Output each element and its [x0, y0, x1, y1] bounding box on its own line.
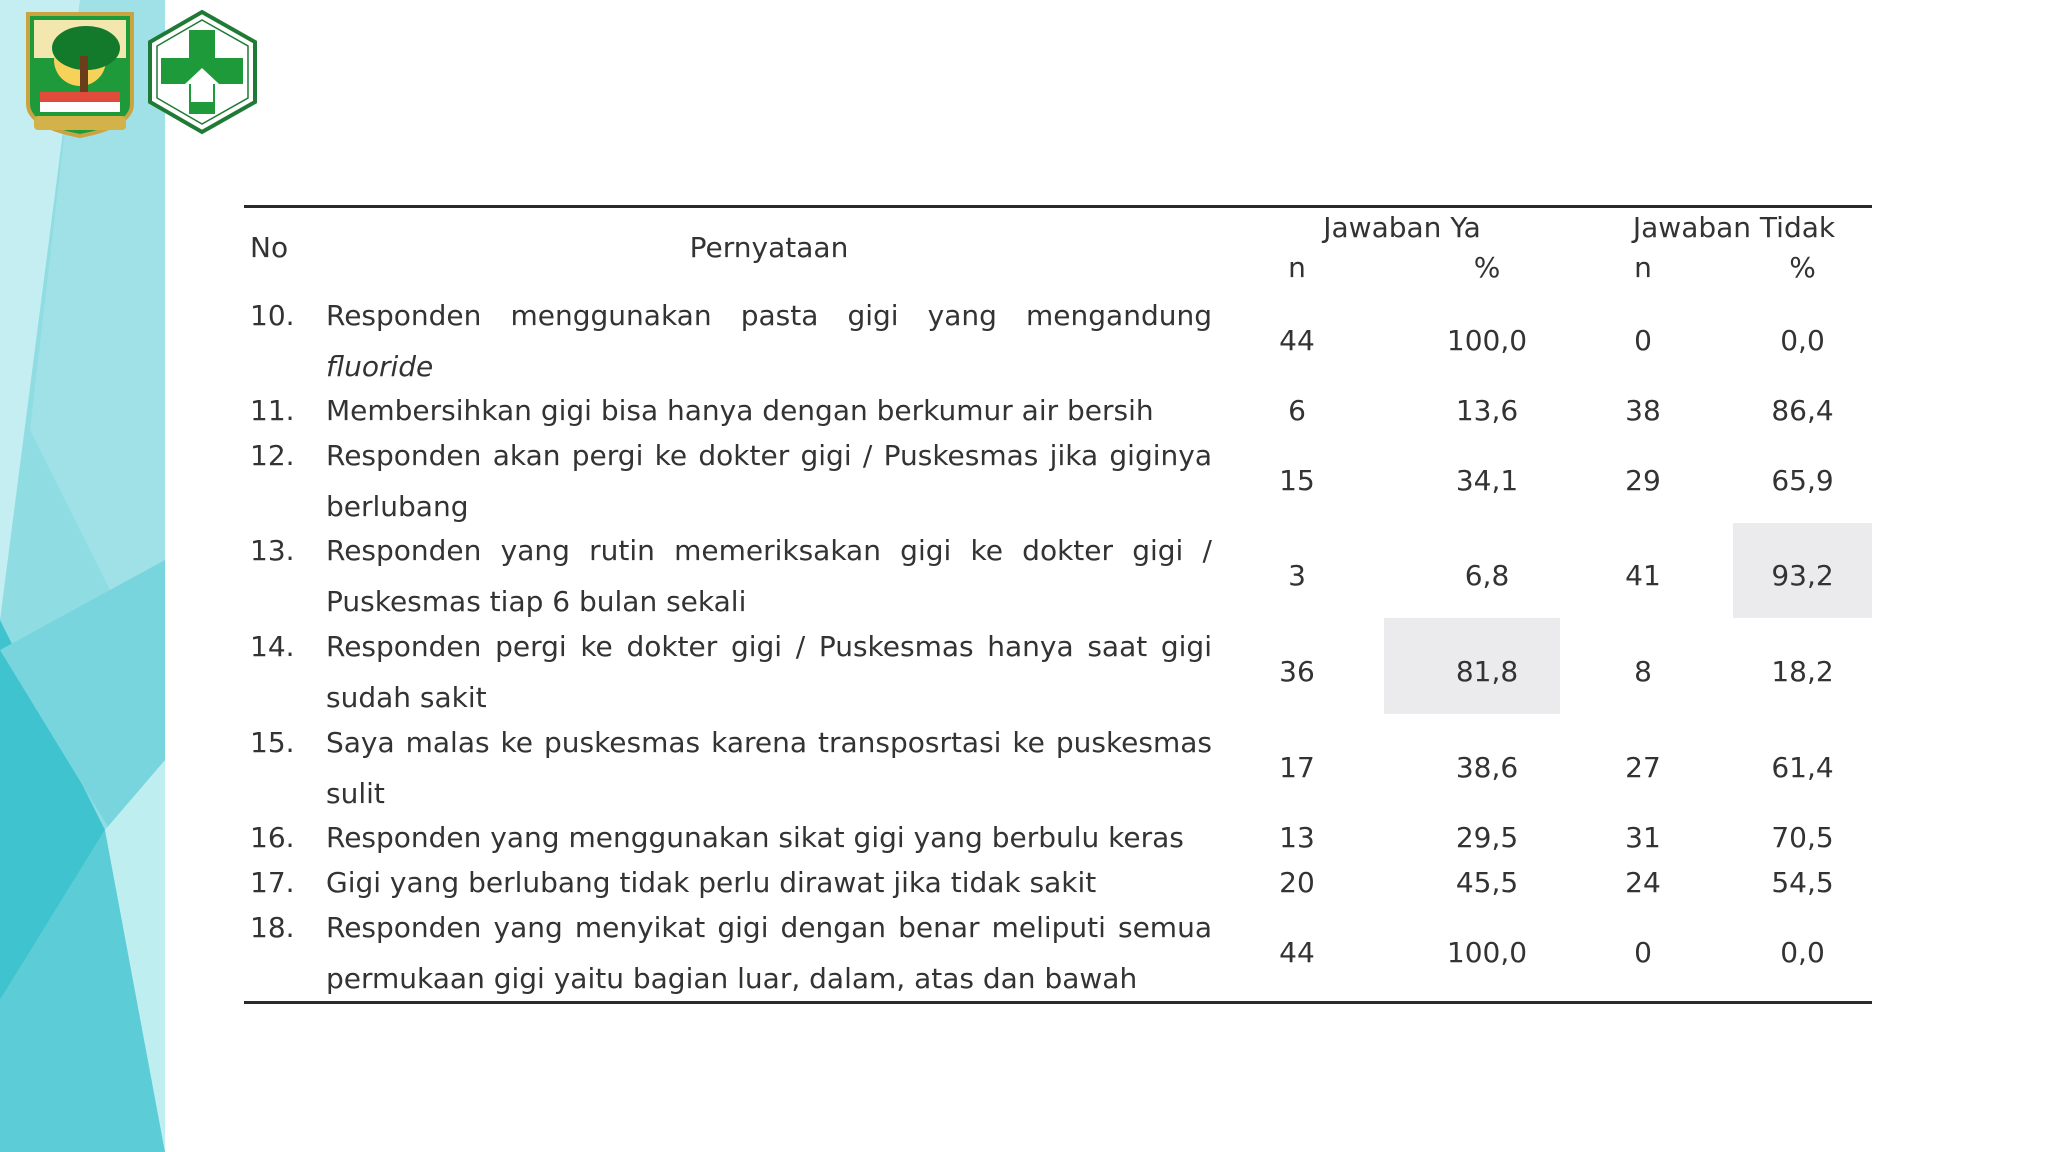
row-no-percent: 86,4 [1771, 394, 1834, 427]
header-yes-n: n [1288, 251, 1306, 284]
row-no-percent: 65,9 [1771, 464, 1834, 497]
row-no-n: 24 [1625, 866, 1661, 899]
row-no-percent: 18,2 [1771, 655, 1834, 688]
row-yes-percent: 6,8 [1464, 559, 1510, 592]
row-yes-n: 17 [1279, 751, 1315, 784]
table-bottom-rule [244, 1001, 1872, 1004]
row-number: 12. [250, 439, 295, 472]
row-statement: Membersihkan gigi bisa hanya dengan berkumur air bersih [326, 394, 1154, 427]
row-yes-percent: 81,8 [1455, 655, 1519, 688]
row-yes-percent: 38,6 [1455, 751, 1519, 784]
row-number: 18. [250, 911, 295, 944]
row-yes-percent: 100,0 [1446, 936, 1528, 969]
results-table [244, 205, 1872, 1005]
row-yes-n: 20 [1279, 866, 1315, 899]
row-no-percent: 93,2 [1771, 559, 1834, 592]
row-yes-percent: 45,5 [1455, 866, 1519, 899]
row-no-n: 29 [1625, 464, 1661, 497]
row-yes-percent: 13,6 [1455, 394, 1519, 427]
row-yes-percent: 100,0 [1446, 324, 1528, 357]
row-statement: Saya malas ke puskesmas karena transposrtasi ke puskesmas sulit [326, 726, 1212, 810]
row-no-percent: 0,0 [1780, 936, 1825, 969]
row-no-percent: 61,4 [1771, 751, 1834, 784]
row-number: 17. [250, 866, 295, 899]
row-no-n: 27 [1625, 751, 1661, 784]
row-yes-n: 6 [1288, 394, 1306, 427]
row-statement: Gigi yang berlubang tidak perlu dirawat jika tidak sakit [326, 866, 1097, 899]
row-yes-percent: 34,1 [1455, 464, 1519, 497]
row-no-n: 0 [1634, 936, 1652, 969]
header-no-group: Jawaban Tidak [1632, 211, 1836, 244]
header-statement: Pernyataan [689, 231, 849, 264]
regency-seal-logo [20, 8, 140, 140]
row-statement: Responden yang menyikat gigi dengan benar meliputi semua permukaan gigi yaitu bagian luar, dalam, atas dan bawah [326, 911, 1212, 995]
row-number: 11. [250, 394, 295, 427]
header-no-percent: % [1789, 251, 1816, 284]
row-yes-n: 44 [1279, 324, 1315, 357]
row-statement: Responden menggunakan pasta gigi yang mengandung fluoride [326, 299, 1212, 383]
row-number: 16. [250, 821, 295, 854]
row-yes-n: 13 [1279, 821, 1315, 854]
row-number: 10. [250, 299, 295, 332]
puskesmas-logo [145, 8, 260, 136]
row-no-percent: 54,5 [1771, 866, 1834, 899]
side-decoration [0, 0, 165, 1152]
row-no-percent: 0,0 [1780, 324, 1825, 357]
row-yes-percent: 29,5 [1455, 821, 1519, 854]
row-number: 15. [250, 726, 295, 759]
row-number: 14. [250, 630, 295, 663]
row-yes-n: 15 [1279, 464, 1315, 497]
row-no-n: 8 [1634, 655, 1652, 688]
row-no-n: 31 [1625, 821, 1661, 854]
row-statement: Responden pergi ke dokter gigi / Puskesmas hanya saat gigi sudah sakit [326, 630, 1212, 714]
row-statement: Responden akan pergi ke dokter gigi / Puskesmas jika giginya berlubang [326, 439, 1212, 523]
row-no-n: 38 [1625, 394, 1661, 427]
row-no-n: 41 [1625, 559, 1661, 592]
row-yes-n: 44 [1279, 936, 1315, 969]
row-no-n: 0 [1634, 324, 1652, 357]
row-statement: Responden yang rutin memeriksakan gigi ke dokter gigi / Puskesmas tiap 6 bulan sekali [326, 534, 1212, 618]
row-yes-n: 36 [1279, 655, 1315, 688]
row-number: 13. [250, 534, 295, 567]
row-yes-n: 3 [1288, 559, 1306, 592]
header-no: No [250, 231, 289, 264]
header-yes-percent: % [1473, 251, 1501, 284]
header-no-n: n [1634, 251, 1652, 284]
row-no-percent: 70,5 [1771, 821, 1834, 854]
row-statement: Responden yang menggunakan sikat gigi yang berbulu keras [326, 821, 1184, 854]
header-yes-group: Jawaban Ya [1323, 211, 1481, 244]
